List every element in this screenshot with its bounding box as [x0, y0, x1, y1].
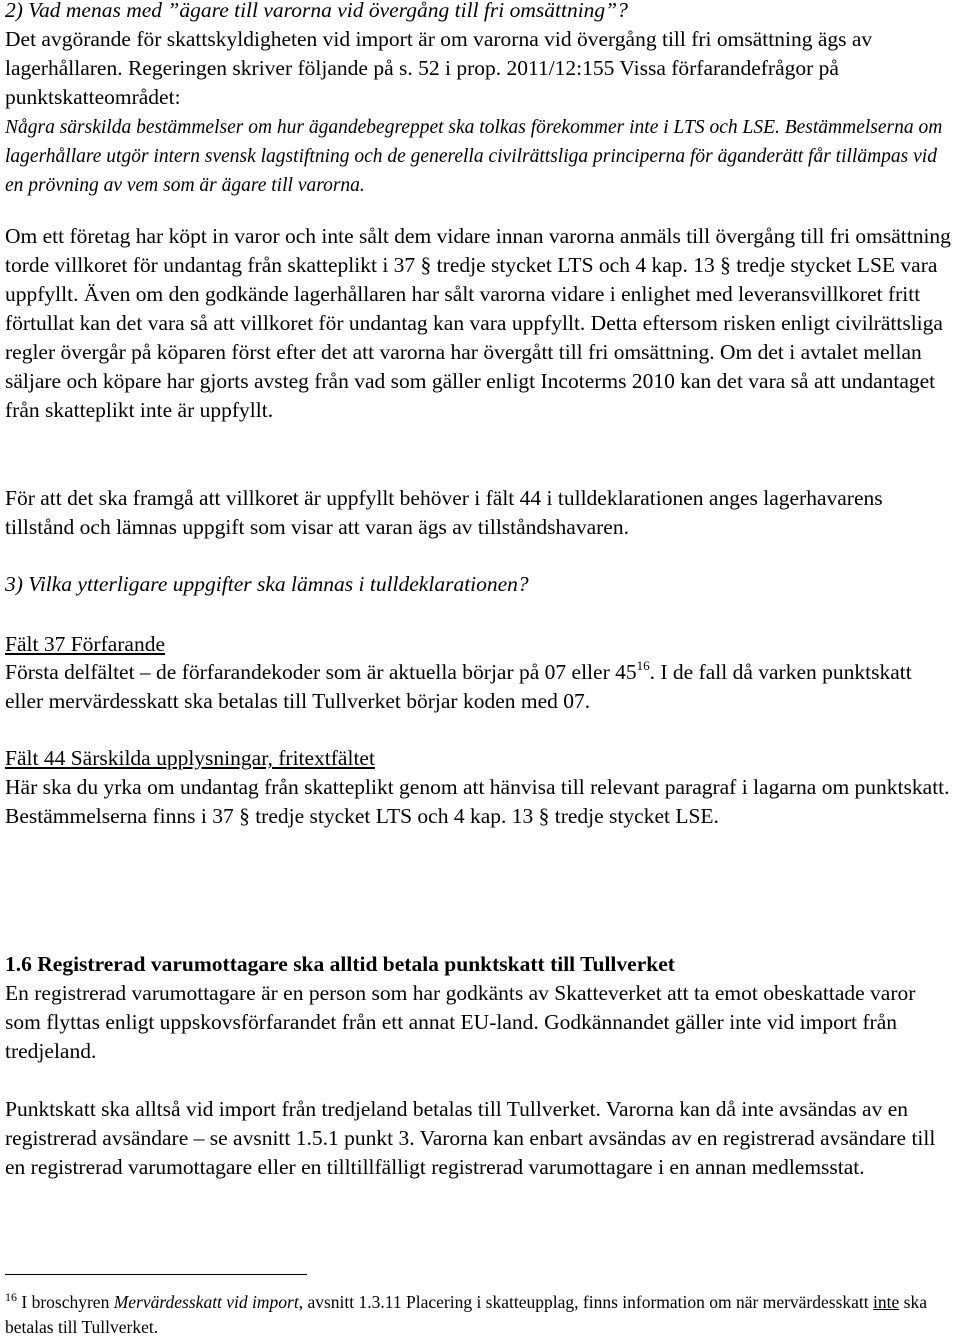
- question-2-intro: Det avgörande för skattskyldigheten vid import är om varorna vid övergång till fri omsättning ägs av lagerhållaren. Regeringen skriver följande på s. 52 i prop. 2011/12:155 Vissa förfarandefrågor på punktskatteområdet:: [5, 27, 873, 109]
- footnote-ref-16[interactable]: 16: [636, 658, 650, 673]
- footnote-separator: [5, 1274, 307, 1275]
- paragraph-ownership: Om ett företag har köpt in varor och inte sålt dem vidare innan varorna anmäls till övergång till fri omsättning torde villkoret för undantag från skatteplikt i 37 § tredje stycket LTS och 4 kap. 13 § tredje stycket LSE vara uppfyllt. Även om den godkände lagerhållaren har sålt varorna vidare i enlighet med leveransvillkoret fritt förtullat kan det vara så att villkoret för undantag kan vara uppfyllt. Detta eftersom risken enligt civilrättsliga regler övergår på köparen först efter det att varorna har övergått till fri omsättning. Om det i avtalet mellan säljare och köpare har gjorts avsteg från vad som gäller enligt Incoterms 2010 kan det vara så att undantaget från skatteplikt inte är uppfyllt.: [5, 224, 951, 422]
- footnote-underlined-word: inte: [873, 1292, 900, 1312]
- field-44-title: Fält 44 Särskilda upplysningar, fritextfältet: [5, 746, 375, 770]
- footnote-text-a: I broschyren: [17, 1292, 114, 1312]
- field-37-title: Fält 37 Förfarande: [5, 632, 166, 656]
- field-37-text: [5, 658, 955, 716]
- prop-quote: Några särskilda bestämmelser om hur ägandebegreppet ska tolkas förekommer inte i LTS och LSE. Bestämmelserna om lagerhållare utgör intern svensk lagstiftning och de generella civilrättsliga principerna för äganderätt får tillämpas vid en prövning av vem som är ägare till varorna.: [5, 117, 943, 196]
- footnote-16: [5, 1290, 955, 1340]
- footnote-number: 16: [5, 1290, 17, 1304]
- field-44-text: Här ska du yrka om undantag från skatteplikt genom att hänvisa till relevant paragraf i lagarna om punktskatt. Bestämmelserna finns i 37 § tredje stycket LTS och 4 kap. 13 § tredje stycket LSE.: [5, 775, 950, 828]
- field-37-text-b: . I de fall då varken punktskatt eller mervärdesskatt ska betalas till Tullverket börjar koden med 07.: [5, 660, 912, 713]
- section-1-6-paragraph-1: En registrerad varumottagare är en person som har godkänts av Skatteverket att ta emot obeskattade varor som flyttas enligt uppskovsförfarandet från ett annat EU-land. Godkännandet gäller inte vid import från tredjeland.: [5, 981, 916, 1063]
- field-37-text-a: Första delfältet – de förfarandekoder som är aktuella börjar på 07 eller 45: [5, 660, 637, 684]
- footnote-brochure-title: Mervärdesskatt vid import: [113, 1292, 299, 1312]
- question-2-heading: 2) Vad menas med ”ägare till varorna vid övergång till fri omsättning”?: [5, 0, 628, 22]
- paragraph-field-44: För att det ska framgå att villkoret är uppfyllt behöver i fält 44 i tulldeklarationen anges lagerhavarens tillstånd och lämnas uppgift som visar att varan ägs av tillståndshavaren.: [5, 486, 883, 539]
- footnote-text-c: ska betalas till Tullverket.: [5, 1292, 927, 1337]
- question-3-heading: 3) Vilka ytterligare uppgifter ska lämnas i tulldeklarationen?: [5, 572, 529, 596]
- footnote-text-b: , avsnitt 1.3.11 Placering i skatteupplag, finns information om när mervärdesskatt: [298, 1292, 874, 1312]
- section-1-6-heading: 1.6 Registrerad varumottagare ska alltid betala punktskatt till Tullverket: [5, 952, 675, 976]
- section-1-6-paragraph-2: Punktskatt ska alltså vid import från tredjeland betalas till Tullverket. Varorna kan då inte avsändas av en registrerad avsändare – se avsnitt 1.5.1 punkt 3. Varorna kan enbart avsändas av en registrerad avsändare till en registrerad varumottagare eller en tilltillfälligt registrerad varumottagare i en annan medlemsstat.: [5, 1097, 936, 1179]
